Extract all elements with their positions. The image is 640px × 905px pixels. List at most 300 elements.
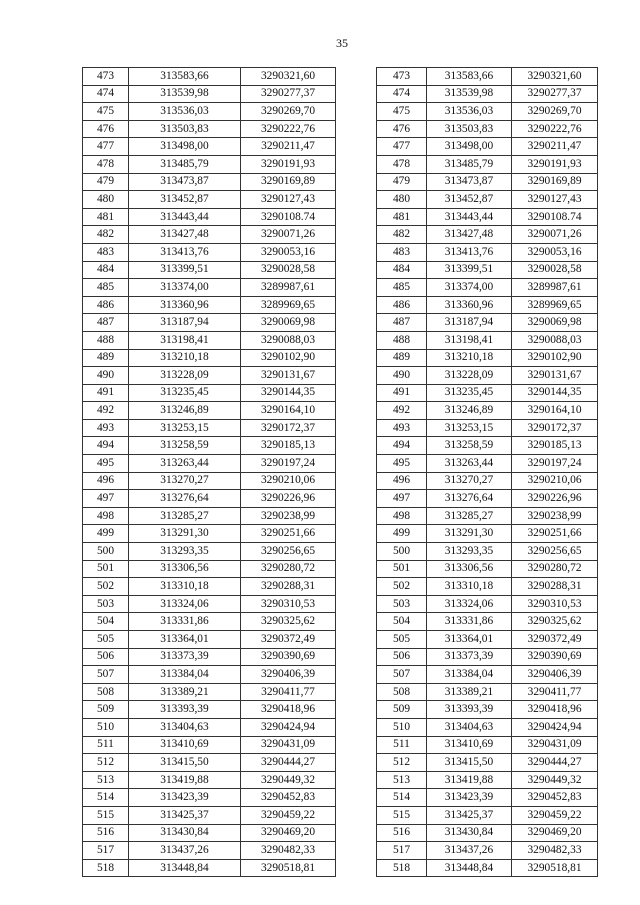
table-row bbox=[83, 824, 336, 842]
x-coordinate-cell: 313270,27 bbox=[427, 472, 512, 490]
point-number-cell: 485 bbox=[377, 279, 427, 297]
x-coordinate-cell: 313270,27 bbox=[129, 472, 241, 490]
point-number-cell: 500 bbox=[83, 543, 129, 561]
y-coordinate-cell: 3290406,39 bbox=[241, 666, 336, 684]
point-number-cell: 513 bbox=[83, 771, 129, 789]
table-row bbox=[83, 789, 336, 807]
y-coordinate-cell: 3290069,98 bbox=[512, 314, 598, 332]
table-row bbox=[377, 103, 598, 121]
point-number-cell: 481 bbox=[377, 208, 427, 226]
x-coordinate-cell: 313198,41 bbox=[427, 331, 512, 349]
point-number-cell: 511 bbox=[83, 736, 129, 754]
table-row bbox=[83, 701, 336, 719]
x-coordinate-cell: 313423,39 bbox=[427, 789, 512, 807]
point-number-cell: 489 bbox=[83, 349, 129, 367]
y-coordinate-cell: 3290088,03 bbox=[241, 331, 336, 349]
point-number-cell: 487 bbox=[377, 314, 427, 332]
x-coordinate-cell: 313364,01 bbox=[129, 631, 241, 649]
y-coordinate-cell: 3290164,10 bbox=[241, 402, 336, 420]
y-coordinate-cell: 3290418,96 bbox=[241, 701, 336, 719]
point-number-cell: 504 bbox=[83, 613, 129, 631]
coordinates-table-left bbox=[82, 67, 336, 877]
x-coordinate-cell: 313235,45 bbox=[427, 384, 512, 402]
point-number-cell: 477 bbox=[83, 138, 129, 156]
point-number-cell: 486 bbox=[377, 296, 427, 314]
point-number-cell: 495 bbox=[83, 455, 129, 473]
point-number-cell: 508 bbox=[377, 683, 427, 701]
table-row bbox=[83, 120, 336, 138]
table-row bbox=[377, 472, 598, 490]
point-number-cell: 510 bbox=[377, 718, 427, 736]
x-coordinate-cell: 313393,39 bbox=[129, 701, 241, 719]
point-number-cell: 478 bbox=[83, 155, 129, 173]
table-row bbox=[83, 226, 336, 244]
point-number-cell: 516 bbox=[83, 824, 129, 842]
x-coordinate-cell: 313415,50 bbox=[427, 754, 512, 772]
y-coordinate-cell: 3290518,81 bbox=[512, 859, 598, 877]
y-coordinate-cell: 3290452,83 bbox=[512, 789, 598, 807]
point-number-cell: 488 bbox=[377, 331, 427, 349]
point-number-cell: 480 bbox=[83, 191, 129, 209]
point-number-cell: 493 bbox=[377, 419, 427, 437]
x-coordinate-cell: 313210,18 bbox=[427, 349, 512, 367]
x-coordinate-cell: 313374,00 bbox=[129, 279, 241, 297]
table-row bbox=[83, 736, 336, 754]
x-coordinate-cell: 313423,39 bbox=[129, 789, 241, 807]
x-coordinate-cell: 313419,88 bbox=[427, 771, 512, 789]
x-coordinate-cell: 313443,44 bbox=[427, 208, 512, 226]
y-coordinate-cell: 3290127,43 bbox=[241, 191, 336, 209]
table-row bbox=[377, 296, 598, 314]
table-row bbox=[83, 525, 336, 543]
point-number-cell: 491 bbox=[83, 384, 129, 402]
y-coordinate-cell: 3290088,03 bbox=[512, 331, 598, 349]
x-coordinate-cell: 313415,50 bbox=[129, 754, 241, 772]
y-coordinate-cell: 3290226,96 bbox=[241, 490, 336, 508]
table-row bbox=[83, 261, 336, 279]
y-coordinate-cell: 3290444,27 bbox=[241, 754, 336, 772]
table-row bbox=[377, 560, 598, 578]
y-coordinate-cell: 3290482,33 bbox=[241, 842, 336, 860]
table-row bbox=[377, 683, 598, 701]
x-coordinate-cell: 313473,87 bbox=[129, 173, 241, 191]
point-number-cell: 515 bbox=[377, 806, 427, 824]
point-number-cell: 499 bbox=[377, 525, 427, 543]
y-coordinate-cell: 3290372,49 bbox=[512, 631, 598, 649]
table-row bbox=[83, 859, 336, 877]
point-number-cell: 492 bbox=[377, 402, 427, 420]
x-coordinate-cell: 313425,37 bbox=[427, 806, 512, 824]
y-coordinate-cell: 3290108.74 bbox=[241, 208, 336, 226]
x-coordinate-cell: 313291,30 bbox=[129, 525, 241, 543]
y-coordinate-cell: 3290238,99 bbox=[241, 507, 336, 525]
point-number-cell: 489 bbox=[377, 349, 427, 367]
table-row bbox=[377, 648, 598, 666]
x-coordinate-cell: 313452,87 bbox=[427, 191, 512, 209]
point-number-cell: 475 bbox=[83, 103, 129, 121]
table-row bbox=[377, 507, 598, 525]
point-number-cell: 506 bbox=[83, 648, 129, 666]
x-coordinate-cell: 313228,09 bbox=[129, 367, 241, 385]
y-coordinate-cell: 3290277,37 bbox=[512, 85, 598, 103]
x-coordinate-cell: 313389,21 bbox=[427, 683, 512, 701]
table-row bbox=[377, 155, 598, 173]
y-coordinate-cell: 3290256,65 bbox=[241, 543, 336, 561]
x-coordinate-cell: 313246,89 bbox=[129, 402, 241, 420]
table-row bbox=[83, 208, 336, 226]
y-coordinate-cell: 3290238,99 bbox=[512, 507, 598, 525]
x-coordinate-cell: 313310,18 bbox=[129, 578, 241, 596]
x-coordinate-cell: 313473,87 bbox=[427, 173, 512, 191]
y-coordinate-cell: 3290131,67 bbox=[512, 367, 598, 385]
y-coordinate-cell: 3290191,93 bbox=[241, 155, 336, 173]
point-number-cell: 501 bbox=[83, 560, 129, 578]
x-coordinate-cell: 313373,39 bbox=[129, 648, 241, 666]
y-coordinate-cell: 3290390,69 bbox=[241, 648, 336, 666]
x-coordinate-cell: 313430,84 bbox=[129, 824, 241, 842]
y-coordinate-cell: 3290144,35 bbox=[241, 384, 336, 402]
x-coordinate-cell: 313583,66 bbox=[427, 68, 512, 86]
table-row bbox=[377, 578, 598, 596]
x-coordinate-cell: 313425,37 bbox=[129, 806, 241, 824]
x-coordinate-cell: 313253,15 bbox=[427, 419, 512, 437]
x-coordinate-cell: 313399,51 bbox=[129, 261, 241, 279]
y-coordinate-cell: 3290211,47 bbox=[512, 138, 598, 156]
y-coordinate-cell: 3290251,66 bbox=[241, 525, 336, 543]
y-coordinate-cell: 3290406,39 bbox=[512, 666, 598, 684]
y-coordinate-cell: 3289987,61 bbox=[241, 279, 336, 297]
x-coordinate-cell: 313360,96 bbox=[129, 296, 241, 314]
x-coordinate-cell: 313291,30 bbox=[427, 525, 512, 543]
y-coordinate-cell: 3290210,06 bbox=[241, 472, 336, 490]
x-coordinate-cell: 313404,63 bbox=[129, 718, 241, 736]
y-coordinate-cell: 3290197,24 bbox=[512, 455, 598, 473]
x-coordinate-cell: 313437,26 bbox=[427, 842, 512, 860]
page-number: 35 bbox=[336, 36, 348, 50]
point-number-cell: 514 bbox=[377, 789, 427, 807]
table-row bbox=[83, 490, 336, 508]
table-row bbox=[377, 701, 598, 719]
table-row bbox=[83, 314, 336, 332]
y-coordinate-cell: 3290449,32 bbox=[241, 771, 336, 789]
y-coordinate-cell: 3290424,94 bbox=[512, 718, 598, 736]
y-coordinate-cell: 3290102,90 bbox=[241, 349, 336, 367]
point-number-cell: 494 bbox=[377, 437, 427, 455]
y-coordinate-cell: 3290288,31 bbox=[241, 578, 336, 596]
point-number-cell: 494 bbox=[83, 437, 129, 455]
table-row bbox=[377, 595, 598, 613]
point-number-cell: 512 bbox=[377, 754, 427, 772]
table-row bbox=[377, 806, 598, 824]
table-row bbox=[377, 402, 598, 420]
x-coordinate-cell: 313384,04 bbox=[427, 666, 512, 684]
x-coordinate-cell: 313293,35 bbox=[427, 543, 512, 561]
y-coordinate-cell: 3290164,10 bbox=[512, 402, 598, 420]
y-coordinate-cell: 3290222,76 bbox=[241, 120, 336, 138]
table-row bbox=[377, 543, 598, 561]
point-number-cell: 486 bbox=[83, 296, 129, 314]
x-coordinate-cell: 313285,27 bbox=[427, 507, 512, 525]
table-row bbox=[83, 138, 336, 156]
table-row bbox=[83, 419, 336, 437]
x-coordinate-cell: 313324,06 bbox=[129, 595, 241, 613]
x-coordinate-cell: 313187,94 bbox=[427, 314, 512, 332]
point-number-cell: 488 bbox=[83, 331, 129, 349]
table-row bbox=[377, 384, 598, 402]
point-number-cell: 491 bbox=[377, 384, 427, 402]
y-coordinate-cell: 3290518,81 bbox=[241, 859, 336, 877]
point-number-cell: 484 bbox=[83, 261, 129, 279]
x-coordinate-cell: 313306,56 bbox=[129, 560, 241, 578]
y-coordinate-cell: 3290211,47 bbox=[241, 138, 336, 156]
y-coordinate-cell: 3290172,37 bbox=[512, 419, 598, 437]
table-row bbox=[377, 68, 598, 86]
point-number-cell: 506 bbox=[377, 648, 427, 666]
table-row bbox=[377, 490, 598, 508]
y-coordinate-cell: 3290269,70 bbox=[241, 103, 336, 121]
table-row bbox=[83, 631, 336, 649]
point-number-cell: 484 bbox=[377, 261, 427, 279]
point-number-cell: 517 bbox=[377, 842, 427, 860]
point-number-cell: 498 bbox=[377, 507, 427, 525]
x-coordinate-cell: 313437,26 bbox=[129, 842, 241, 860]
x-coordinate-cell: 313448,84 bbox=[129, 859, 241, 877]
x-coordinate-cell: 313498,00 bbox=[129, 138, 241, 156]
y-coordinate-cell: 3290372,49 bbox=[241, 631, 336, 649]
x-coordinate-cell: 313276,64 bbox=[129, 490, 241, 508]
y-coordinate-cell: 3290469,20 bbox=[241, 824, 336, 842]
y-coordinate-cell: 3290144,35 bbox=[512, 384, 598, 402]
x-coordinate-cell: 313360,96 bbox=[427, 296, 512, 314]
point-number-cell: 518 bbox=[83, 859, 129, 877]
point-number-cell: 509 bbox=[83, 701, 129, 719]
y-coordinate-cell: 3290108.74 bbox=[512, 208, 598, 226]
point-number-cell: 496 bbox=[83, 472, 129, 490]
table-row bbox=[83, 349, 336, 367]
table-row bbox=[83, 771, 336, 789]
y-coordinate-cell: 3290210,06 bbox=[512, 472, 598, 490]
point-number-cell: 498 bbox=[83, 507, 129, 525]
x-coordinate-cell: 313448,84 bbox=[427, 859, 512, 877]
point-number-cell: 476 bbox=[83, 120, 129, 138]
y-coordinate-cell: 3290197,24 bbox=[241, 455, 336, 473]
point-number-cell: 503 bbox=[377, 595, 427, 613]
x-coordinate-cell: 313235,45 bbox=[129, 384, 241, 402]
y-coordinate-cell: 3290459,22 bbox=[241, 806, 336, 824]
x-coordinate-cell: 313285,27 bbox=[129, 507, 241, 525]
point-number-cell: 480 bbox=[377, 191, 427, 209]
table-row bbox=[377, 191, 598, 209]
y-coordinate-cell: 3290185,13 bbox=[512, 437, 598, 455]
table-row bbox=[83, 85, 336, 103]
y-coordinate-cell: 3290277,37 bbox=[241, 85, 336, 103]
table-row bbox=[377, 824, 598, 842]
table-row bbox=[377, 226, 598, 244]
table-row bbox=[83, 243, 336, 261]
table-row bbox=[377, 525, 598, 543]
table-row bbox=[83, 402, 336, 420]
point-number-cell: 493 bbox=[83, 419, 129, 437]
x-coordinate-cell: 313187,94 bbox=[129, 314, 241, 332]
y-coordinate-cell: 3290280,72 bbox=[241, 560, 336, 578]
table-row bbox=[83, 296, 336, 314]
table-row bbox=[377, 331, 598, 349]
table-row bbox=[83, 103, 336, 121]
x-coordinate-cell: 313310,18 bbox=[427, 578, 512, 596]
table-row bbox=[83, 437, 336, 455]
table-row bbox=[377, 120, 598, 138]
x-coordinate-cell: 313404,63 bbox=[427, 718, 512, 736]
table-row bbox=[377, 261, 598, 279]
point-number-cell: 479 bbox=[83, 173, 129, 191]
point-number-cell: 482 bbox=[83, 226, 129, 244]
y-coordinate-cell: 3290431,09 bbox=[512, 736, 598, 754]
point-number-cell: 490 bbox=[83, 367, 129, 385]
y-coordinate-cell: 3290482,33 bbox=[512, 842, 598, 860]
point-number-cell: 505 bbox=[377, 631, 427, 649]
table-row bbox=[377, 771, 598, 789]
table-row bbox=[83, 472, 336, 490]
table-row bbox=[377, 173, 598, 191]
y-coordinate-cell: 3290469,20 bbox=[512, 824, 598, 842]
x-coordinate-cell: 313498,00 bbox=[427, 138, 512, 156]
x-coordinate-cell: 313374,00 bbox=[427, 279, 512, 297]
y-coordinate-cell: 3290444,27 bbox=[512, 754, 598, 772]
y-coordinate-cell: 3290226,96 bbox=[512, 490, 598, 508]
table-row bbox=[83, 666, 336, 684]
x-coordinate-cell: 313253,15 bbox=[129, 419, 241, 437]
table-row bbox=[377, 613, 598, 631]
table-row bbox=[377, 859, 598, 877]
y-coordinate-cell: 3290191,93 bbox=[512, 155, 598, 173]
y-coordinate-cell: 3290131,67 bbox=[241, 367, 336, 385]
x-coordinate-cell: 313536,03 bbox=[129, 103, 241, 121]
x-coordinate-cell: 313410,69 bbox=[129, 736, 241, 754]
y-coordinate-cell: 3290310,53 bbox=[512, 595, 598, 613]
table-row bbox=[83, 683, 336, 701]
point-number-cell: 514 bbox=[83, 789, 129, 807]
table-row bbox=[83, 507, 336, 525]
table-row bbox=[377, 419, 598, 437]
y-coordinate-cell: 3290071,26 bbox=[512, 226, 598, 244]
x-coordinate-cell: 313293,35 bbox=[129, 543, 241, 561]
coordinates-table-right-body bbox=[377, 68, 598, 877]
point-number-cell: 481 bbox=[83, 208, 129, 226]
x-coordinate-cell: 313583,66 bbox=[129, 68, 241, 86]
point-number-cell: 511 bbox=[377, 736, 427, 754]
table-row bbox=[83, 384, 336, 402]
x-coordinate-cell: 313536,03 bbox=[427, 103, 512, 121]
coordinates-table-right bbox=[376, 67, 598, 877]
point-number-cell: 490 bbox=[377, 367, 427, 385]
point-number-cell: 513 bbox=[377, 771, 427, 789]
y-coordinate-cell: 3290028,58 bbox=[512, 261, 598, 279]
x-coordinate-cell: 313364,01 bbox=[427, 631, 512, 649]
table-row bbox=[83, 595, 336, 613]
x-coordinate-cell: 313427,48 bbox=[427, 226, 512, 244]
point-number-cell: 497 bbox=[83, 490, 129, 508]
y-coordinate-cell: 3290071,26 bbox=[241, 226, 336, 244]
y-coordinate-cell: 3290459,22 bbox=[512, 806, 598, 824]
point-number-cell: 492 bbox=[83, 402, 129, 420]
point-number-cell: 476 bbox=[377, 120, 427, 138]
y-coordinate-cell: 3290418,96 bbox=[512, 701, 598, 719]
y-coordinate-cell: 3290251,66 bbox=[512, 525, 598, 543]
x-coordinate-cell: 313389,21 bbox=[129, 683, 241, 701]
point-number-cell: 504 bbox=[377, 613, 427, 631]
x-coordinate-cell: 313430,84 bbox=[427, 824, 512, 842]
point-number-cell: 477 bbox=[377, 138, 427, 156]
x-coordinate-cell: 313331,86 bbox=[129, 613, 241, 631]
y-coordinate-cell: 3290169,89 bbox=[512, 173, 598, 191]
x-coordinate-cell: 313373,39 bbox=[427, 648, 512, 666]
point-number-cell: 482 bbox=[377, 226, 427, 244]
x-coordinate-cell: 313198,41 bbox=[129, 331, 241, 349]
y-coordinate-cell: 3290269,70 bbox=[512, 103, 598, 121]
y-coordinate-cell: 3290325,62 bbox=[512, 613, 598, 631]
point-number-cell: 485 bbox=[83, 279, 129, 297]
point-number-cell: 512 bbox=[83, 754, 129, 772]
x-coordinate-cell: 313485,79 bbox=[129, 155, 241, 173]
table-row bbox=[377, 666, 598, 684]
table-row bbox=[377, 754, 598, 772]
y-coordinate-cell: 3290288,31 bbox=[512, 578, 598, 596]
point-number-cell: 474 bbox=[83, 85, 129, 103]
point-number-cell: 507 bbox=[377, 666, 427, 684]
y-coordinate-cell: 3290280,72 bbox=[512, 560, 598, 578]
x-coordinate-cell: 313384,04 bbox=[129, 666, 241, 684]
x-coordinate-cell: 313258,59 bbox=[427, 437, 512, 455]
table-row bbox=[83, 578, 336, 596]
table-row bbox=[83, 560, 336, 578]
point-number-cell: 473 bbox=[377, 68, 427, 86]
point-number-cell: 495 bbox=[377, 455, 427, 473]
table-row bbox=[83, 173, 336, 191]
x-coordinate-cell: 313276,64 bbox=[427, 490, 512, 508]
x-coordinate-cell: 313413,76 bbox=[129, 243, 241, 261]
x-coordinate-cell: 313324,06 bbox=[427, 595, 512, 613]
x-coordinate-cell: 313485,79 bbox=[427, 155, 512, 173]
y-coordinate-cell: 3290185,13 bbox=[241, 437, 336, 455]
table-row bbox=[83, 842, 336, 860]
table-row bbox=[377, 243, 598, 261]
point-number-cell: 479 bbox=[377, 173, 427, 191]
point-number-cell: 500 bbox=[377, 543, 427, 561]
x-coordinate-cell: 313427,48 bbox=[129, 226, 241, 244]
point-number-cell: 507 bbox=[83, 666, 129, 684]
table-row bbox=[83, 718, 336, 736]
x-coordinate-cell: 313503,83 bbox=[129, 120, 241, 138]
table-row bbox=[377, 367, 598, 385]
y-coordinate-cell: 3290452,83 bbox=[241, 789, 336, 807]
y-coordinate-cell: 3290431,09 bbox=[241, 736, 336, 754]
x-coordinate-cell: 313410,69 bbox=[427, 736, 512, 754]
point-number-cell: 487 bbox=[83, 314, 129, 332]
table-row bbox=[377, 138, 598, 156]
table-row bbox=[83, 279, 336, 297]
y-coordinate-cell: 3290053,16 bbox=[512, 243, 598, 261]
y-coordinate-cell: 3290449,32 bbox=[512, 771, 598, 789]
x-coordinate-cell: 313393,39 bbox=[427, 701, 512, 719]
x-coordinate-cell: 313539,98 bbox=[427, 85, 512, 103]
point-number-cell: 483 bbox=[377, 243, 427, 261]
point-number-cell: 509 bbox=[377, 701, 427, 719]
table-row bbox=[377, 455, 598, 473]
point-number-cell: 501 bbox=[377, 560, 427, 578]
x-coordinate-cell: 313399,51 bbox=[427, 261, 512, 279]
x-coordinate-cell: 313258,59 bbox=[129, 437, 241, 455]
table-row bbox=[83, 155, 336, 173]
